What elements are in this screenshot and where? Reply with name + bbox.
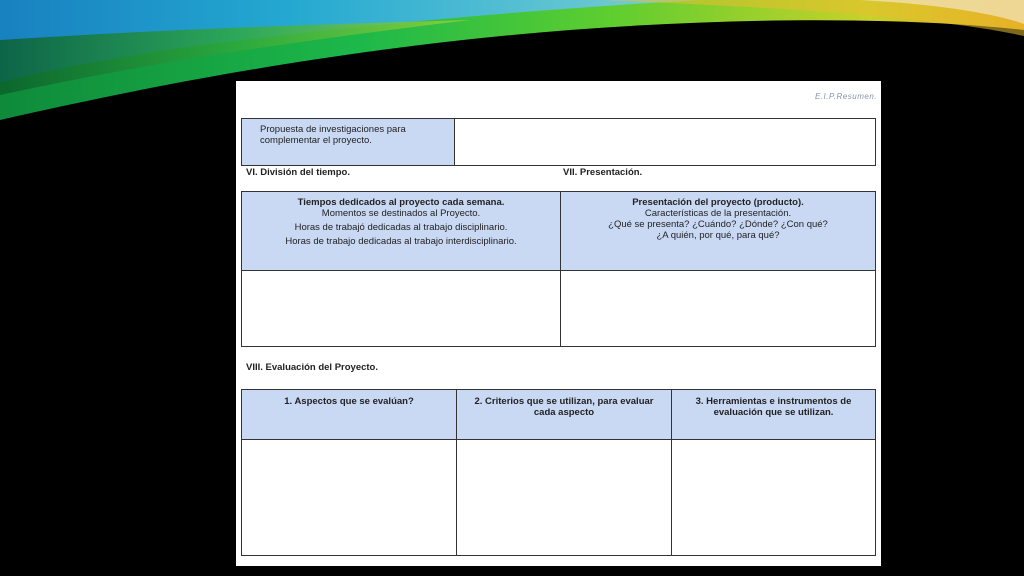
- evaluation-answer-cell-3: [671, 439, 876, 556]
- section-vi-title: VI. División del tiempo.: [246, 167, 350, 178]
- document-page: [236, 81, 881, 566]
- presentacion-line3: ¿A quién, por qué, para qué?: [656, 230, 780, 241]
- evaluation-header-2-line2: cada aspecto: [533, 407, 595, 418]
- evaluation-header-1-line1: 1. Aspectos que se evalúan?: [284, 396, 414, 407]
- proposal-label-cell: [241, 118, 455, 166]
- evaluation-header-cell-2: [456, 389, 672, 440]
- header-note: E.I.P.Resumen.: [815, 92, 877, 101]
- presentacion-title: Presentación del proyecto (producto).: [632, 197, 804, 208]
- tiempos-line3: Horas de trabajo dedicadas al trabajo interdisciplinario.: [285, 236, 517, 247]
- presentacion-line1: Características de la presentación.: [644, 208, 792, 219]
- section-vii-title: VII. Presentación.: [563, 167, 643, 178]
- tiempos-answer-cell: [241, 270, 561, 347]
- tiempos-line2: Horas de trabajó dedicadas al trabajo disciplinario.: [294, 222, 508, 233]
- tiempos-line1: Momentos se destinados al Proyecto.: [321, 208, 481, 219]
- presentacion-header-cell: [560, 191, 876, 271]
- presentacion-answer-cell: [560, 270, 876, 347]
- evaluation-header-2-line1: 2. Criterios que se utilizan, para evaluar: [474, 396, 654, 407]
- tiempos-title: Tiempos dedicados al proyecto cada semana.: [297, 197, 505, 208]
- tiempos-header-cell: [241, 191, 561, 271]
- presentacion-line2: ¿Qué se presenta? ¿Cuándo? ¿Dónde? ¿Con qué?: [608, 219, 828, 230]
- evaluation-header-3-line1: 3. Herramientas e instrumentos de: [695, 396, 852, 407]
- evaluation-answer-cell-2: [456, 439, 672, 556]
- proposal-value-cell: [454, 118, 876, 166]
- proposal-label-line2: complementar el proyecto.: [260, 135, 372, 146]
- evaluation-answer-cell-1: [241, 439, 457, 556]
- section-viii-title: VIII. Evaluación del Proyecto.: [246, 362, 378, 373]
- proposal-label-line1: Propuesta de investigaciones para: [260, 124, 406, 135]
- evaluation-header-cell-3: [671, 389, 876, 440]
- evaluation-header-cell-1: [241, 389, 457, 440]
- evaluation-header-3-line2: evaluación que se utilizan.: [713, 407, 834, 418]
